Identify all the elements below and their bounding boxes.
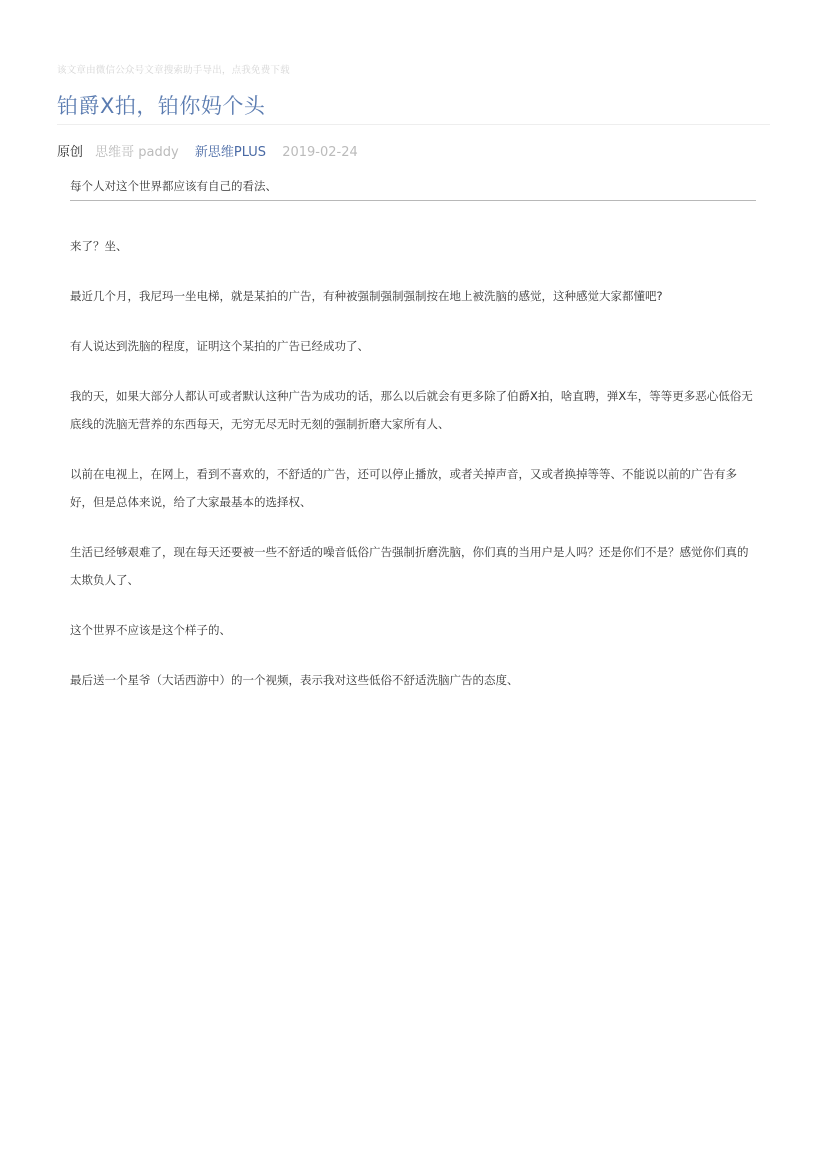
paragraph: 这个世界不应该是这个样子的、 — [70, 623, 231, 637]
export-notice-text: 该文章由微信公众号文章搜索助手导出， — [57, 65, 232, 76]
paragraph: 有人说达到洗脑的程度，证明这个某拍的广告已经成功了、 — [70, 339, 369, 353]
paragraph: 最后送一个星爷（大话西游中）的一个视频，表示我对这些低俗不舒适洗脑广告的态度、 — [70, 673, 519, 687]
export-notice — [57, 62, 290, 76]
paragraph: 最近几个月，我尼玛一坐电梯，就是某拍的广告，有种被强制强制强制按在地上被洗脑的感觉，这种感觉大家都懂吧? — [70, 289, 663, 303]
paragraph: 来了？坐、 — [70, 239, 128, 253]
publish-date: 2019-02-24 — [282, 145, 358, 160]
article-title: 铂爵X拍，铂你妈个头 — [57, 94, 266, 118]
paragraph: 我的天，如果大部分人都认可或者默认这种广告为成功的话，那么以后就会有更多除了伯爵X拍，啥直聘，弹X车，等等更多恶心低俗无底线的洗脑无营养的东西每天，无穷无尽无时无刻的强制折磨大家所有人、 — [70, 389, 753, 431]
summary-divider — [70, 200, 756, 201]
original-label: 原创 — [57, 145, 84, 160]
article-summary: 每个人对这个世界都应该有自己的看法、 — [70, 179, 277, 193]
paragraph: 生活已经够艰难了，现在每天还要被一些不舒适的噪音低俗广告强制折磨洗脑，你们真的当用户是人吗？还是你们不是？感觉你们真的太欺负人了、 — [70, 545, 749, 587]
paragraph: 以前在电视上，在网上，看到不喜欢的，不舒适的广告，还可以停止播放，或者关掉声音，又或者换掉等等、不能说以前的广告有多好，但是总体来说，给了大家最基本的选择权、 — [70, 467, 737, 509]
title-divider — [57, 124, 770, 125]
free-download-link[interactable]: 点我免费下载 — [231, 65, 290, 76]
author-name: 思维哥 paddy — [95, 145, 179, 160]
article-meta — [57, 141, 358, 160]
article-body — [70, 232, 756, 716]
account-link[interactable]: 新思维PLUS — [194, 145, 267, 160]
